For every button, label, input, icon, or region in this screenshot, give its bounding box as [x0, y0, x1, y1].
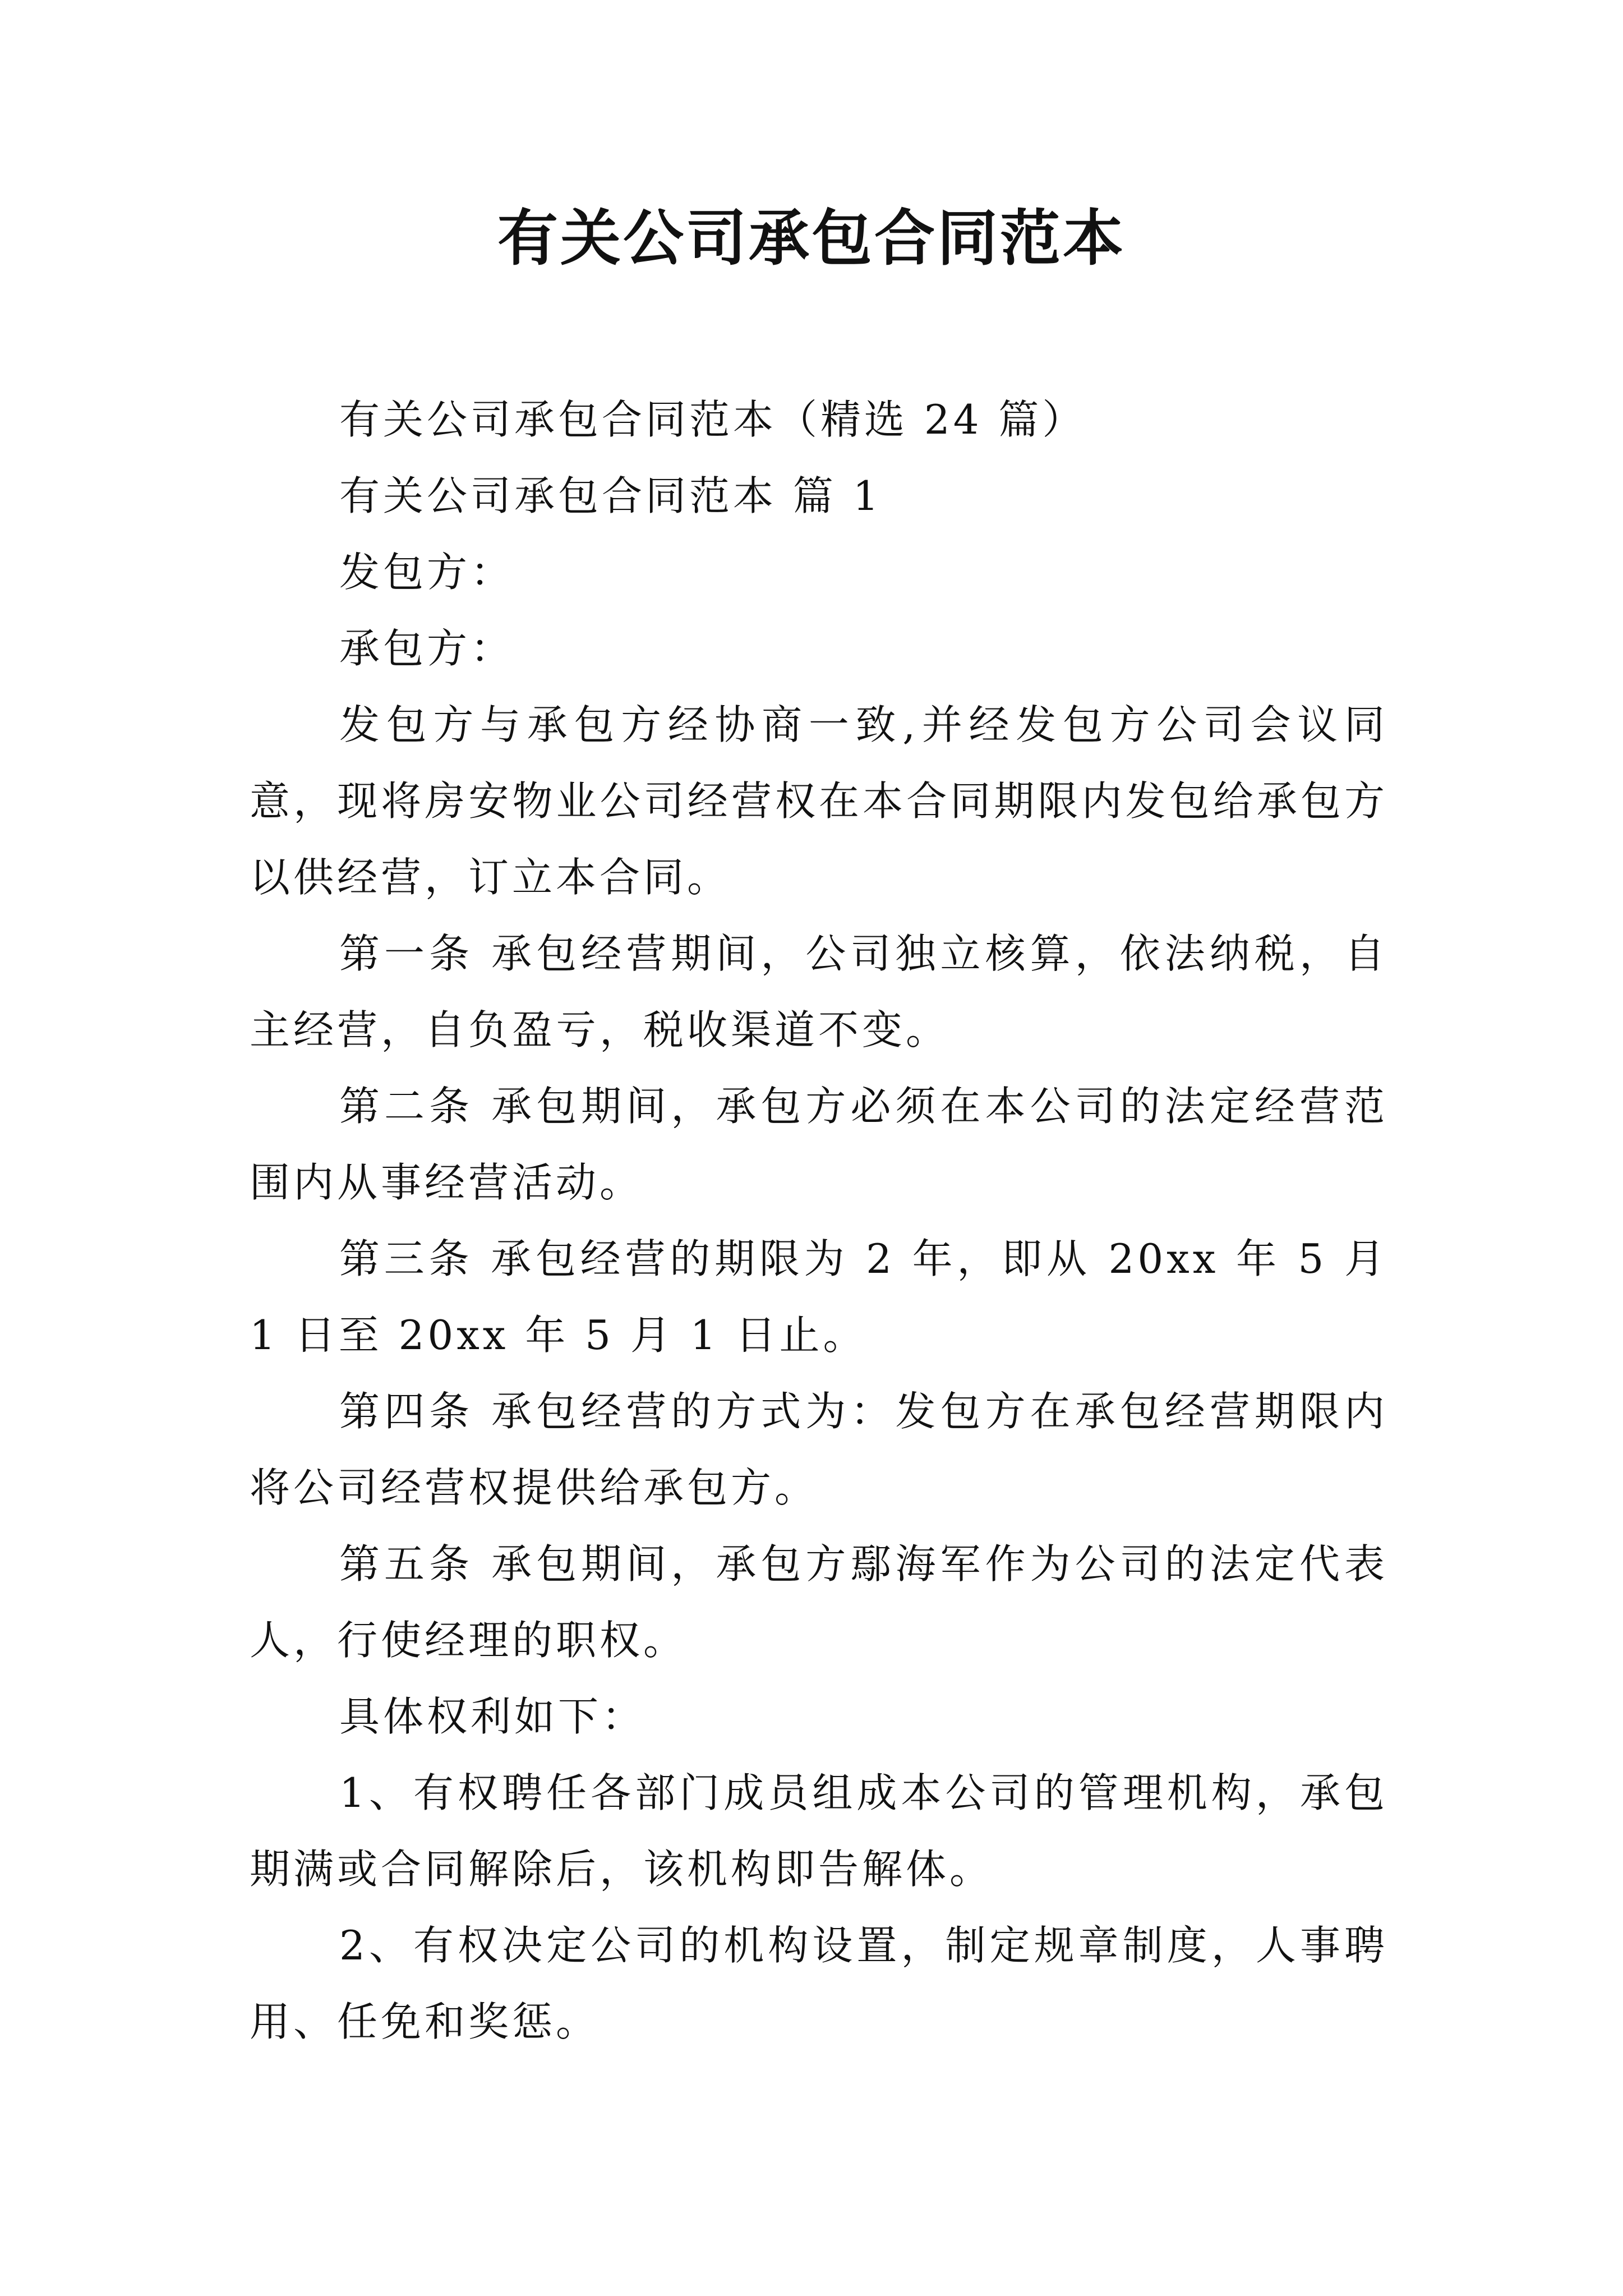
section-heading: 有关公司承包合同范本 篇 1	[339, 472, 882, 519]
rights-intro: 具体权利如下：	[339, 1693, 646, 1740]
article-4: 第四条 承包经营的方式为：发包方在承包经营期限内将公司经营权提供给承包方。	[250, 1388, 1388, 1511]
article-3: 第三条 承包经营的期限为 2 年，即从 20xx 年 5 月 1 日至 20xx 年 5 月 1 日止。	[250, 1235, 1388, 1359]
article-1: 第一条 承包经营期间，公司独立核算，依法纳税，自主经营，自负盈亏，税收渠道不变。	[250, 930, 1388, 1053]
preamble-paragraph: 发包方与承包方经协商一致,并经发包方公司会议同意，现将房安物业公司经营权在本合同期限内发包给承包方以供经营，订立本合同。	[250, 701, 1388, 901]
party-b-label: 承包方：	[339, 625, 515, 672]
document-title: 有关公司承包合同范本	[497, 203, 1126, 274]
article-2: 第二条 承包期间，承包方必须在本公司的法定经营范围内从事经营活动。	[250, 1083, 1388, 1206]
party-a-label: 发包方：	[339, 549, 515, 596]
article-5: 第五条 承包期间，承包方鄢海军作为公司的法定代表人，行使经理的职权。	[250, 1540, 1388, 1664]
right-item-2: 2、有权决定公司的机构设置，制定规章制度，人事聘用、任免和奖惩。	[250, 1922, 1388, 2045]
document-body	[250, 381, 1388, 2060]
right-item-1: 1、有权聘任各部门成员组成本公司的管理机构，承包期满或合同解除后，该机构即告解体。	[250, 1769, 1388, 1893]
subtitle-paragraph: 有关公司承包合同范本（精选 24 篇）	[339, 396, 1086, 443]
